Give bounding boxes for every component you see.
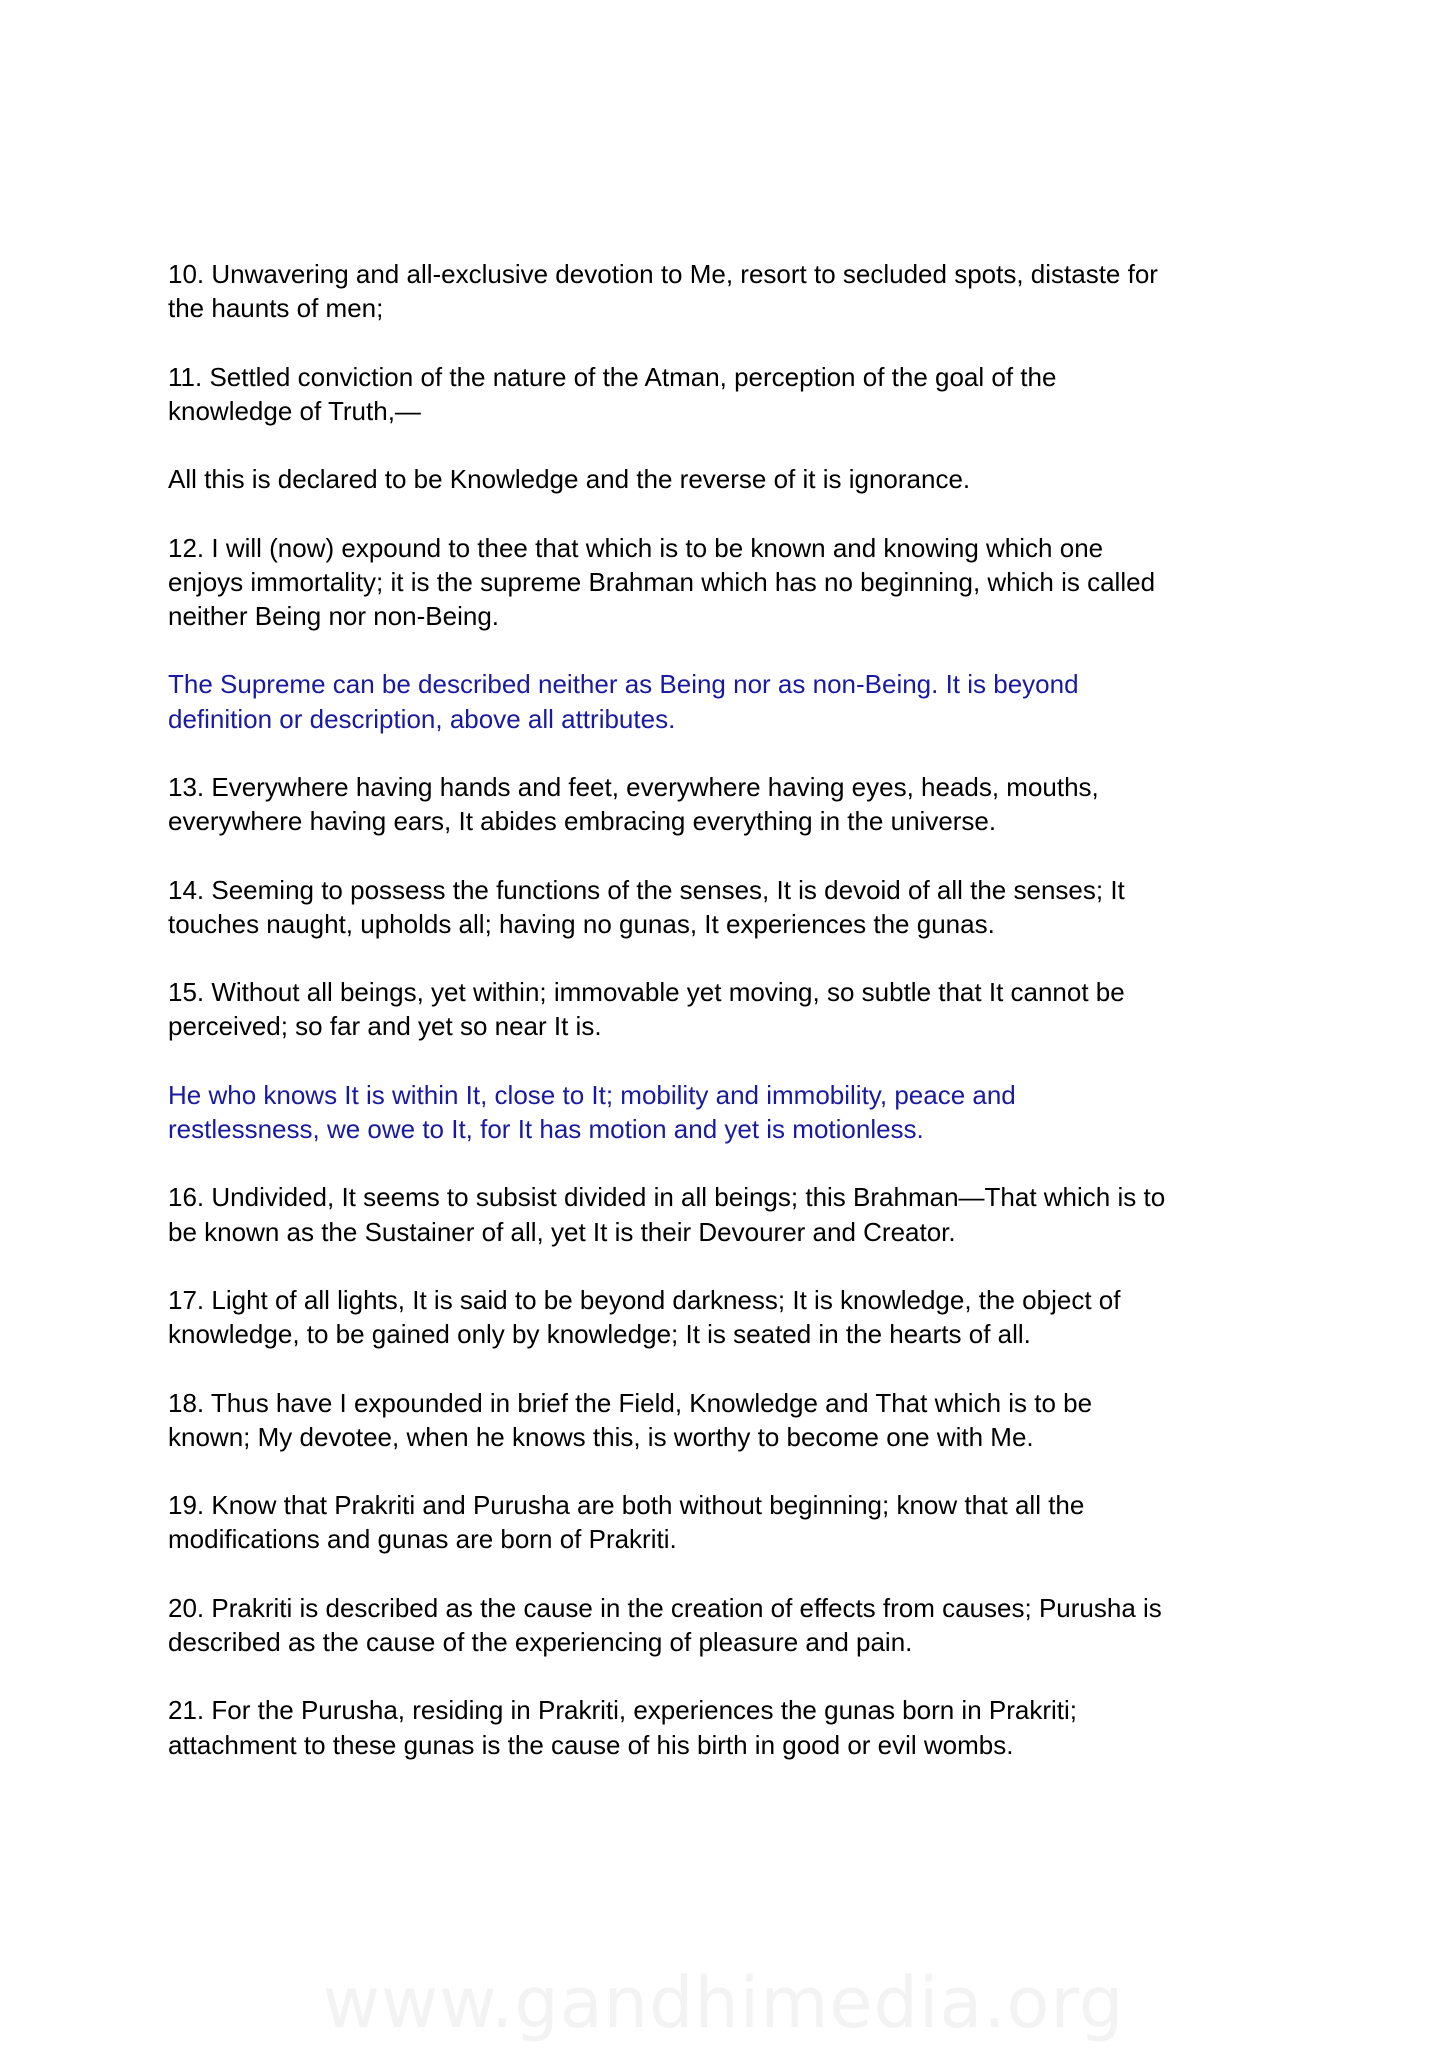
text-line: He who knows It is within It, close to It; mobility and immobility, peace and: [168, 1079, 1016, 1110]
document-body: [168, 257, 1368, 1796]
text-line: All this is declared to be Knowledge and the reverse of it is ignorance.: [168, 464, 971, 495]
verse-paragraph: [168, 360, 1368, 428]
verse-paragraph: [168, 1283, 1368, 1351]
watermark: www.gandhimedia.org: [322, 1962, 1125, 2044]
text-line: described as the cause of the experiencing of pleasure and pain.: [168, 1626, 913, 1657]
text-line: attachment to these gunas is the cause of his birth in good or evil wombs.: [168, 1729, 1014, 1760]
text-line: 12. I will (now) expound to thee that which is to be known and knowing which one: [168, 532, 1104, 563]
text-line: touches naught, upholds all; having no gunas, It experiences the gunas.: [168, 908, 995, 939]
verse-paragraph: [168, 1488, 1368, 1556]
verse-paragraph: [168, 1693, 1368, 1761]
verse-paragraph: [168, 1180, 1368, 1248]
text-line: perceived; so far and yet so near It is.: [168, 1011, 602, 1042]
text-line: enjoys immortality; it is the supreme Brahman which has no beginning, which is called: [168, 566, 1156, 597]
text-line: 20. Prakriti is described as the cause in the creation of effects from causes; Purusha is: [168, 1592, 1162, 1623]
text-line: be known as the Sustainer of all, yet It is their Devourer and Creator.: [168, 1216, 956, 1247]
text-line: knowledge, to be gained only by knowledge; It is seated in the hearts of all.: [168, 1319, 1031, 1350]
text-line: 19. Know that Prakriti and Purusha are both without beginning; know that all the: [168, 1490, 1085, 1521]
text-line: 17. Light of all lights, It is said to be beyond darkness; It is knowledge, the object of: [168, 1284, 1121, 1315]
verse-paragraph: [168, 257, 1368, 325]
commentary-paragraph: [168, 1078, 1368, 1146]
text-line: everywhere having ears, It abides embracing everything in the universe.: [168, 806, 997, 837]
text-line: 16. Undivided, It seems to subsist divided in all beings; this Brahman—That which is to: [168, 1182, 1166, 1213]
verse-paragraph: [168, 462, 1368, 496]
text-line: knowledge of Truth,—: [168, 395, 421, 426]
verse-paragraph: [168, 531, 1368, 634]
text-line: 11. Settled conviction of the nature of the Atman, perception of the goal of the: [168, 361, 1057, 392]
text-line: neither Being nor non-Being.: [168, 600, 500, 631]
text-line: modifications and gunas are born of Prakriti.: [168, 1524, 677, 1555]
text-line: 18. Thus have I expounded in brief the Field, Knowledge and That which is to be: [168, 1387, 1093, 1418]
verse-paragraph: [168, 1386, 1368, 1454]
verse-paragraph: [168, 975, 1368, 1043]
verse-paragraph: [168, 873, 1368, 941]
text-line: The Supreme can be described neither as Being nor as non-Being. It is beyond: [168, 669, 1079, 700]
text-line: restlessness, we owe to It, for It has motion and yet is motionless.: [168, 1113, 924, 1144]
verse-paragraph: [168, 1591, 1368, 1659]
text-line: the haunts of men;: [168, 293, 384, 324]
verse-paragraph: [168, 770, 1368, 838]
text-line: 15. Without all beings, yet within; immovable yet moving, so subtle that It cannot be: [168, 977, 1125, 1008]
text-line: known; My devotee, when he knows this, is worthy to become one with Me.: [168, 1421, 1034, 1452]
text-line: definition or description, above all attributes.: [168, 703, 676, 734]
text-line: 13. Everywhere having hands and feet, everywhere having eyes, heads, mouths,: [168, 771, 1099, 802]
commentary-paragraph: [168, 667, 1368, 735]
text-line: 10. Unwavering and all-exclusive devotion to Me, resort to secluded spots, distaste for: [168, 259, 1158, 289]
text-line: 21. For the Purusha, residing in Prakriti, experiences the gunas born in Prakriti;: [168, 1695, 1078, 1726]
text-line: 14. Seeming to possess the functions of the senses, It is devoid of all the senses; It: [168, 874, 1125, 905]
